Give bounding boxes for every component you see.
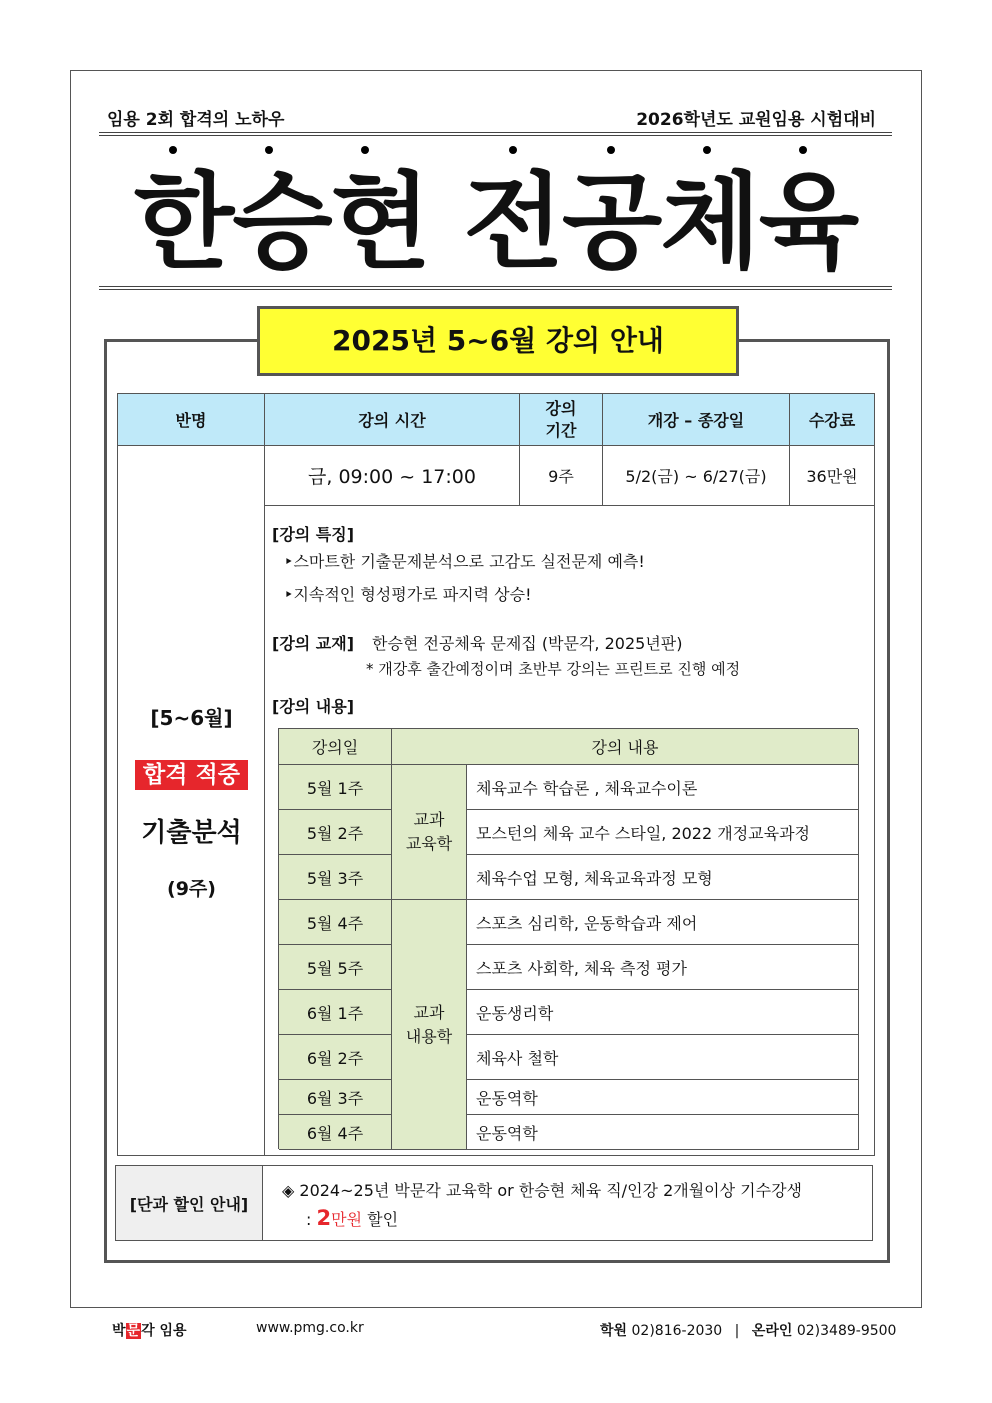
class-weeks: (9주) [167, 878, 216, 900]
class-name: 기출분석 [141, 818, 242, 848]
schedule-content: 모스턴의 체육 교수 스타일, 2022 개정교육과정 [467, 810, 859, 855]
schedule-date: 5월 5주 [279, 945, 392, 990]
schedule-date: 6월 3주 [279, 1080, 392, 1115]
top-right-label: 2026학년도 교원임용 시험대비 [636, 110, 876, 130]
academy-label: 학원 [600, 1323, 628, 1339]
feature-item: ‣스마트한 기출문제분석으로 고감도 실전문제 예측! [284, 552, 645, 571]
logo-part: 박 [112, 1323, 126, 1339]
logo-part: 문 [126, 1323, 141, 1339]
header-open-close: 개강 – 종강일 [603, 394, 790, 446]
schedule-content: 운동역학 [467, 1115, 859, 1150]
schedule-date: 6월 4주 [279, 1115, 392, 1150]
schedule-date: 5월 2주 [279, 810, 392, 855]
discount-prefix: : [306, 1210, 317, 1229]
footer-contacts [600, 1320, 896, 1340]
lecture-period-value: 9주 [520, 446, 603, 506]
discount-line1: ◈ 2024~25년 박문각 교육학 or 한승현 체육 직/인강 2개월이상 기수강생 [282, 1181, 802, 1200]
top-left-label: 임용 2회 합격의 노하우 [107, 110, 285, 130]
class-months: [5~6월] [150, 706, 233, 730]
title-double-rule [99, 286, 892, 290]
content-label: [강의 내용] [272, 697, 355, 716]
header-fee: 수강료 [790, 394, 874, 446]
features-label: [강의 특징] [272, 525, 355, 544]
dot [799, 146, 807, 154]
academy-phone: 02)816-2030 [627, 1323, 723, 1339]
lecture-banner: 2025년 5~6월 강의 안내 [257, 306, 739, 376]
footer-separator: | [734, 1323, 740, 1339]
discount-unit: 만원 [331, 1210, 363, 1229]
schedule-group-pedagogy: 교과 교육학 [392, 765, 467, 900]
schedule-content: 스포츠 사회학, 체육 측정 평가 [467, 945, 859, 990]
schedule-content: 체육교수 학습론 , 체육교수이론 [467, 765, 859, 810]
emphasis-dots [99, 146, 892, 160]
logo-part: 각 [141, 1323, 155, 1339]
textbook-note: * 개강후 출간예정이며 초반부 강의는 프린트로 진행 예정 [366, 660, 741, 678]
schedule-date: 6월 2주 [279, 1035, 392, 1080]
success-badge: 합격 적중 [135, 760, 248, 790]
schedule-date: 5월 1주 [279, 765, 392, 810]
footer-logo [112, 1320, 187, 1340]
dot [509, 146, 517, 154]
feature-item: ‣지속적인 형성평가로 파지력 상승! [284, 585, 532, 604]
schedule-date: 6월 1주 [279, 990, 392, 1035]
fee-value: 36만원 [790, 446, 874, 506]
discount-box [115, 1165, 873, 1241]
schedule-group-content: 교과 내용학 [392, 900, 467, 1150]
top-bar [99, 104, 892, 134]
schedule-content: 운동역학 [467, 1080, 859, 1115]
schedule-content: 체육수업 모형, 체육교육과정 모형 [467, 855, 859, 900]
dot [607, 146, 615, 154]
online-phone: 02)3489-9500 [792, 1323, 897, 1339]
discount-suffix: 할인 [362, 1210, 399, 1229]
header-lecture-period: 강의 기간 [520, 394, 603, 446]
discount-label: [단과 할인 안내] [116, 1166, 263, 1240]
header-lecture-time: 강의 시간 [265, 394, 520, 446]
logo-part: 임용 [154, 1323, 187, 1339]
open-close-value: 5/2(금) ~ 6/27(금) [603, 446, 790, 506]
schedule-header-date: 강의일 [279, 729, 392, 765]
dot [265, 146, 273, 154]
schedule-date: 5월 3주 [279, 855, 392, 900]
class-cell [118, 446, 265, 1155]
discount-line2 [306, 1206, 398, 1230]
footer-url[interactable]: www.pmg.co.kr [256, 1320, 364, 1336]
lecture-time-value: 금, 09:00 ~ 17:00 [265, 446, 520, 506]
header-class-name: 반명 [118, 394, 265, 446]
lecture-table [117, 393, 875, 1156]
online-label: 온라인 [751, 1323, 793, 1339]
top-double-rule [99, 132, 892, 136]
dot [169, 146, 177, 154]
schedule-header-content: 강의 내용 [392, 729, 859, 765]
schedule-content: 운동생리학 [467, 990, 859, 1035]
schedule-content: 스포츠 심리학, 운동학습과 제어 [467, 900, 859, 945]
textbook-value: 한승현 전공체육 문제집 (박문각, 2025년판) [372, 634, 683, 653]
schedule-date: 5월 4주 [279, 900, 392, 945]
schedule-table [278, 728, 858, 1149]
schedule-content: 체육사 철학 [467, 1035, 859, 1080]
textbook-label: [강의 교재] [272, 634, 355, 653]
dot [361, 146, 369, 154]
discount-amount: 2 [316, 1206, 332, 1230]
page-title: 한승현 전공체육 [133, 161, 858, 283]
dot [703, 146, 711, 154]
